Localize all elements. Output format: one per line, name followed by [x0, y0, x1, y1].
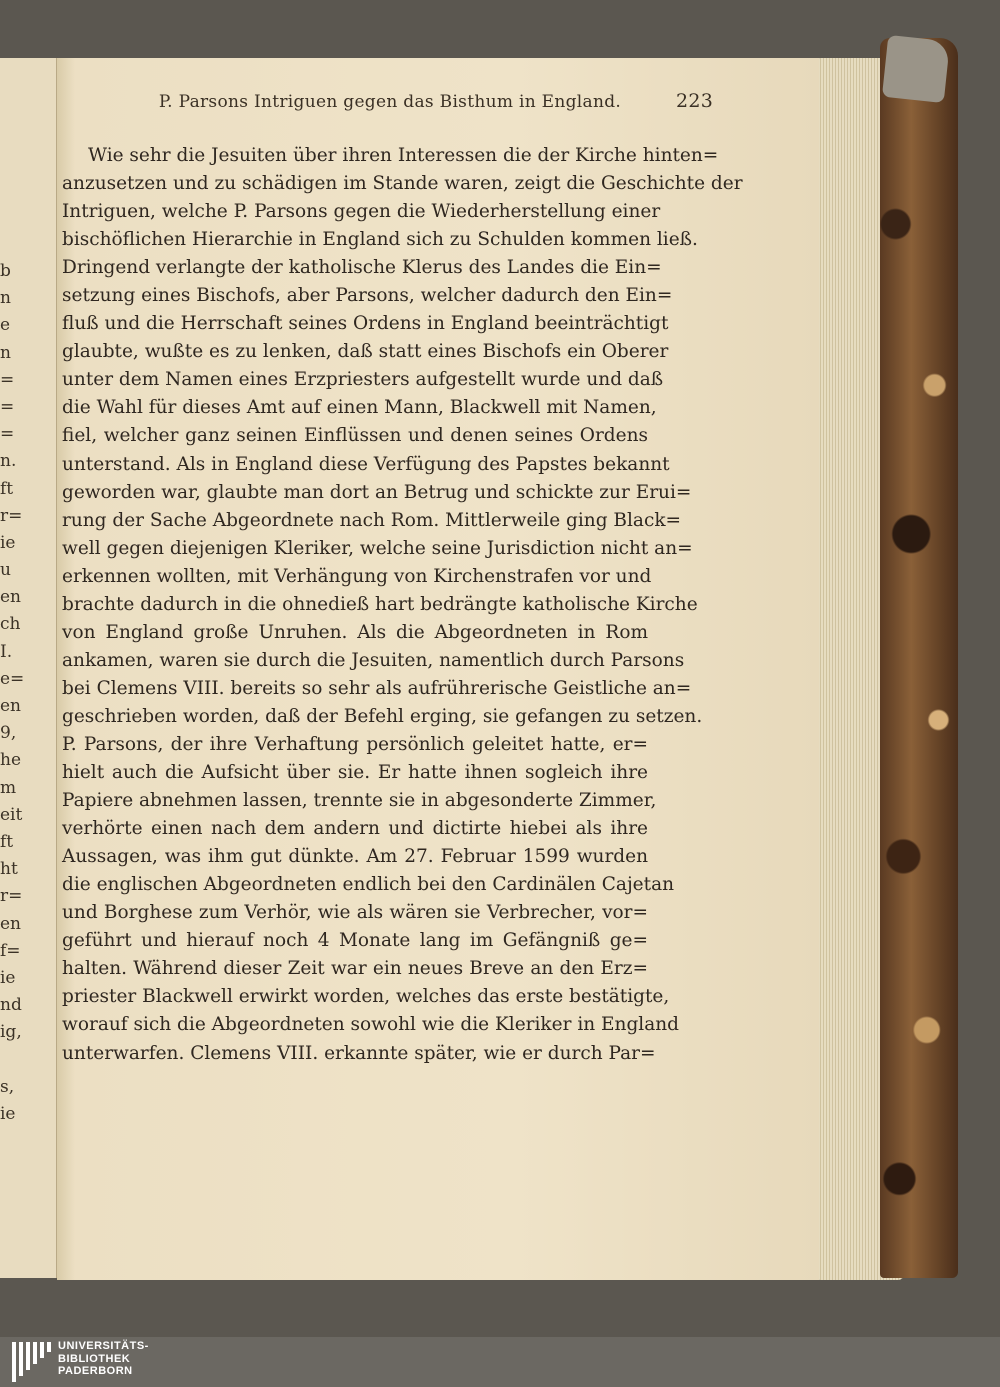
- text-line: priester Blackwell erwirkt worden, welches das erste bestätigte,: [62, 986, 670, 1008]
- text-line: ankamen, waren sie durch die Jesuiten, namentlich durch Parsons: [62, 649, 685, 671]
- body-text: [62, 142, 743, 1068]
- text-line: brachte dadurch in die ohnedieß hart bedrängte katholische Kirche: [62, 593, 698, 615]
- left-fragment: ie: [0, 532, 16, 553]
- left-fragment: I.: [0, 641, 13, 662]
- text-line: Intriguen, welche P. Parsons gegen die Wiederherstellung einer: [62, 201, 661, 223]
- text-line: unterstand. Als in England diese Verfügung des Papstes bekannt: [62, 453, 670, 475]
- left-fragment: =: [0, 369, 15, 390]
- left-fragment: nd: [0, 995, 22, 1016]
- left-fragment: n: [0, 288, 11, 309]
- logo-line-2: BIBLIOTHEK: [58, 1352, 131, 1365]
- left-fragment: n: [0, 342, 11, 363]
- text-line: setzung eines Bischofs, aber Parsons, welcher dadurch den Ein=: [62, 285, 673, 307]
- library-logo-icon: [12, 1342, 52, 1382]
- text-line: bei Clemens VIII. bereits so sehr als aufrührerische Geistliche an=: [62, 677, 692, 699]
- text-line: fluß und die Herrschaft seines Ordens in England beeinträchtigt: [62, 313, 669, 335]
- text-line: Wie sehr die Jesuiten über ihren Interessen die der Kirche hinten=: [88, 145, 719, 166]
- text-line: Aussagen, was ihm gut dünkte. Am 27. Februar 1599 wurden: [62, 846, 648, 868]
- left-fragment: ch: [0, 614, 21, 635]
- text-line: geschrieben worden, daß der Befehl erging, sie gefangen zu setzen.: [62, 705, 703, 727]
- library-logo-text: [58, 1340, 149, 1378]
- logo-line-3: PADERBORN: [58, 1365, 133, 1377]
- page-number: 223: [676, 90, 714, 112]
- text-line: glaubte, wußte es zu lenken, daß statt eines Bischofs ein Oberer: [62, 341, 669, 363]
- left-fragment: he: [0, 750, 22, 771]
- text-line: und Borghese zum Verhör, wie als wären sie Verbrecher, vor=: [62, 902, 648, 924]
- left-fragment: ft: [0, 831, 14, 852]
- text-line: verhörte einen nach dem andern und dictirte hiebei als ihre: [62, 818, 648, 840]
- text-line: unterwarfen. Clemens VIII. erkannte später, wie er durch Par=: [62, 1042, 656, 1064]
- left-fragment: e=: [0, 668, 25, 689]
- text-line: worauf sich die Abgeordneten sowohl wie die Kleriker in England: [62, 1014, 679, 1036]
- left-fragment: en: [0, 696, 22, 716]
- text-line: anzusetzen und zu schädigen im Stande waren, zeigt die Geschichte der: [62, 173, 743, 195]
- left-page-edge: [0, 58, 59, 1278]
- left-fragment: r=: [0, 505, 23, 526]
- text-line: hielt auch die Aufsicht über sie. Er hatte ihnen sogleich ihre: [62, 762, 648, 784]
- marbled-cover: [880, 38, 958, 1278]
- left-fragment: m: [0, 777, 17, 798]
- text-line: von England große Unruhen. Als die Abgeordneten in Rom: [62, 621, 648, 643]
- left-fragment: ig,: [0, 1022, 22, 1043]
- left-fragment: s,: [0, 1076, 15, 1097]
- text-line: fiel, welcher ganz seinen Einflüssen und denen seines Ordens: [62, 425, 648, 447]
- text-line: well gegen diejenigen Kleriker, welche seine Jurisdiction nicht an=: [62, 537, 693, 559]
- text-line: geworden war, glaubte man dort an Betrug und schickte zur Erui=: [62, 481, 692, 503]
- text-line: Papiere abnehmen lassen, trennte sie in abgesonderte Zimmer,: [62, 790, 657, 812]
- text-line: unter dem Namen eines Erzpriesters aufgestellt wurde und daß: [62, 369, 664, 391]
- left-fragment: ie: [0, 1103, 16, 1124]
- text-line: die englischen Abgeordneten endlich bei den Cardinälen Cajetan: [62, 874, 675, 896]
- left-fragment: en: [0, 587, 22, 608]
- left-fragment: u: [0, 560, 11, 581]
- text-line: erkennen wollten, mit Verhängung von Kirchenstrafen vor und: [62, 565, 652, 587]
- left-fragment: ht: [0, 859, 18, 880]
- left-fragment: eit: [0, 804, 23, 825]
- left-fragment: =: [0, 396, 15, 417]
- left-fragment: =: [0, 424, 15, 445]
- text-line: die Wahl für dieses Amt auf einen Mann, Blackwell mit Namen,: [62, 397, 657, 419]
- left-fragment: en: [0, 913, 22, 934]
- cover-corner: [882, 35, 950, 103]
- text-line: P. Parsons, der ihre Verhaftung persönlich geleitet hatte, er=: [62, 733, 648, 755]
- text-line: rung der Sache Abgeordnete nach Rom. Mittlerweile ging Black=: [62, 509, 682, 531]
- left-fragment: 9,: [0, 723, 17, 744]
- text-line: geführt und hierauf noch 4 Monate lang im Gefängniß ge=: [62, 930, 648, 952]
- text-line: bischöflichen Hierarchie in England sich zu Schulden kommen ließ.: [62, 229, 698, 251]
- left-fragment: f=: [0, 940, 21, 961]
- left-fragment: [0, 1046, 14, 1073]
- left-fragment: r=: [0, 886, 23, 907]
- left-fragment: ft: [0, 478, 14, 499]
- left-fragment: e: [0, 315, 11, 336]
- text-line: Dringend verlangte der katholische Klerus des Landes die Ein=: [62, 257, 662, 279]
- logo-line-1: UNIVERSITÄTS-: [58, 1340, 149, 1352]
- left-fragment: n.: [0, 451, 17, 472]
- footer-bar: [0, 1337, 1000, 1387]
- text-line: halten. Während dieser Zeit war ein neues Breve an den Erz=: [62, 958, 648, 980]
- running-title: P. Parsons Intriguen gegen das Bisthum in England.: [158, 92, 622, 112]
- left-fragment: ie: [0, 967, 16, 988]
- left-fragment: b: [0, 261, 11, 281]
- left-page-fragments: [0, 258, 25, 1128]
